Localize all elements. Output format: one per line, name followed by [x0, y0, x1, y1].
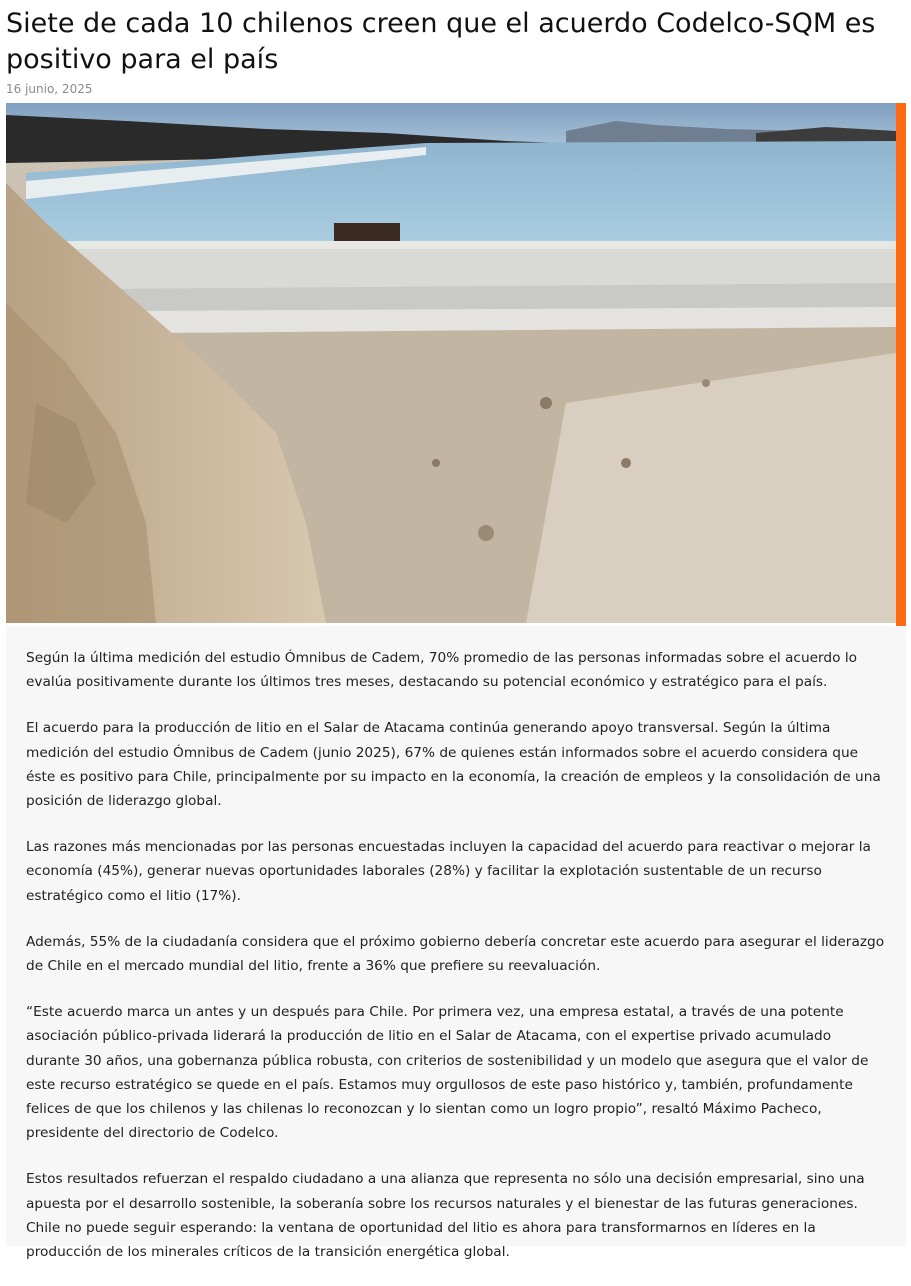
paragraph-4: Además, 55% de la ciudadanía considera que el próximo gobierno debería concretar este acuerdo para asegurar el liderazgo de Chile en el mercado mundial del litio, frente a 36% que prefiere su reevaluación. [26, 933, 885, 975]
paragraph-2: El acuerdo para la producción de litio en el Salar de Atacama continúa generando apoyo transversal. Según la última medición del estudio Ómnibus de Cadem (junio 2025), 67% de quienes están informados sobre el acuerdo considera que éste es positivo para Chile, principalmente por su impacto en la economía, la creación de empleos y la consolidación de una posición de liderazgo global. [26, 720, 881, 810]
article-body [6, 626, 906, 1261]
article-date: 16 junio, 2025 [6, 82, 93, 96]
hero-image [6, 103, 896, 623]
paragraph-3: Las razones más mencionadas por las personas encuestadas incluyen la capacidad del acuerdo para reactivar o mejorar la economía (45%), generar nuevas oportunidades laborales (28%) y facilitar la explotación sustentable de un recurso estratégico como el litio (17%). [26, 839, 871, 904]
accent-bar [896, 103, 906, 626]
paragraph-6: Estos resultados refuerzan el respaldo ciudadano a una alianza que representa no sólo una decisión empresarial, sino una apuesta por el desarrollo sostenible, la soberanía sobre los recursos naturales y el bienestar de las futuras generaciones. Chile no puede seguir esperando: la ventana de oportunidad del litio es ahora para transformarnos en líderes en la producción de los minerales críticos de la transición energética global. [26, 1171, 865, 1261]
article-content [26, 646, 886, 1286]
paragraph-5: “Este acuerdo marca un antes y un después para Chile. Por primera vez, una empresa estatal, a través de una potente asociación público-privada liderará la producción de litio en el Salar de Atacama, con el expertise privado acumulado durante 30 años, una gobernanza pública robusta, con criterios de sostenibilidad y un modelo que asegura que el valor de este recurso estratégico se quede en el país. Estamos muy orgullosos de este paso histórico y, también, profundamente felices de que los chilenos y las chilenas lo reconozcan y lo sientan como un logro propio”, resaltó Máximo Pacheco, presidente del directorio de Codelco. [26, 1004, 869, 1142]
paragraph-1: Según la última medición del estudio Ómnibus de Cadem, 70% promedio de las personas informadas sobre el acuerdo lo evalúa positivamente durante los últimos tres meses, destacando su potencial económico y estratégico para el país. [26, 650, 858, 691]
article-title: Siete de cada 10 chilenos creen que el acuerdo Codelco-SQM es positivo para el país [6, 8, 876, 75]
